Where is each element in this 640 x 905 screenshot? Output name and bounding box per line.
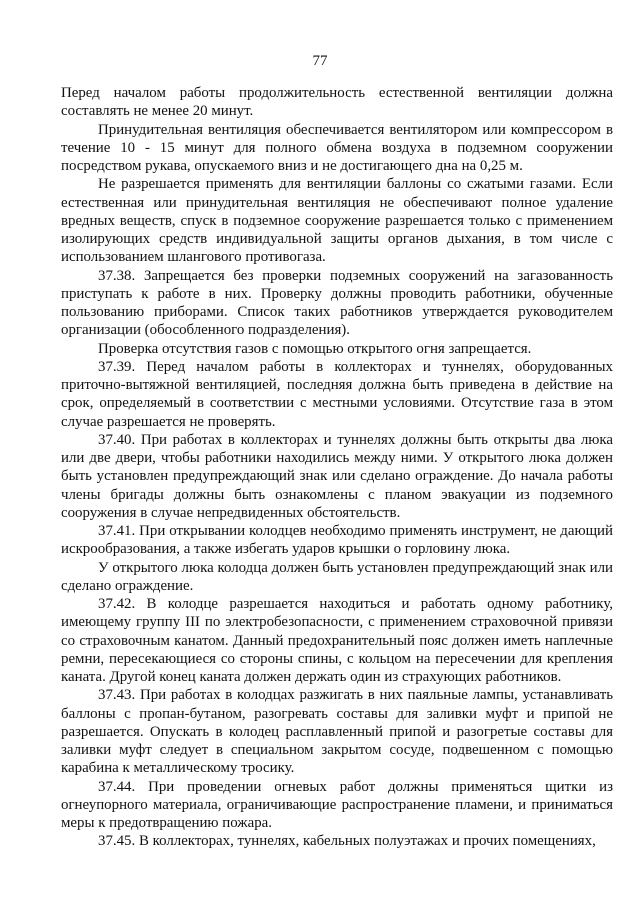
paragraph-forced-ventilation: Принудительная вентиляция обеспечивается вентилятором или компрессором в течение 10 - 15 минут для полного обмена воздуха в подземном сооружении посредством рукава, опускаемого вниз и не достигающего дна на 0,25 м. [61, 121, 613, 174]
paragraph-compressed-gas: Не разрешается применять для вентиляции баллоны со сжатыми газами. Если естественная или принудительная вентиляция не обеспечивают полное удаление вредных веществ, спуск в подземное сооружение разрешается только с применением изолирующих средств индивидуальной защиты органов дыхания, в том числе с использованием шлангового противогаза. [61, 176, 613, 266]
paragraph-37-40: 37.40. При работах в коллекторах и туннелях должны быть открыты два люка или две двери, чтобы работники находились между ними. У открытого люка должен быть установлен предупреждающий знак или сделано ограждение. До начала работы члены бригады должны быть ознакомлены с планом эвакуации из подземного сооружения в случае непредвиденных обстоятельств. [61, 431, 613, 521]
paragraph-37-45: 37.45. В коллекторах, туннелях, кабельных полуэтажах и прочих помещениях, [98, 833, 596, 850]
paragraph-37-38: 37.38. Запрещается без проверки подземных сооружений на загазованность приступать к работе в них. Проверку должны проводить работники, обученные пользованию приборами. Список таких работников утверждается руководителем организации (обособленного подразделения). [61, 267, 613, 339]
paragraph-37-43: 37.43. При работах в колодцах разжигать в них паяльные лампы, устанавливать баллоны с пропан-бутаном, разогревать составы для заливки муфт и припой не разрешается. Опускать в колодец расплавленный припой и разогретые составы для заливки муфт следует в специальном закрытом сосуде, подвешенном с помощью карабина к металлическому тросику. [61, 687, 613, 777]
document-body [61, 84, 613, 851]
paragraph-ventilation-duration: Перед началом работы продолжительность естественной вентиляции должна составлять не менее 20 минут. [61, 85, 613, 120]
paragraph-37-39: 37.39. Перед началом работы в коллекторах и туннелях, оборудованных приточно-вытяжной вентиляцией, последняя должна быть приведена в действие на срок, определяемый в соответствии с местными условиями. Отсутствие газа в этом случае разрешается не проверять. [61, 358, 613, 430]
paragraph-open-fire-check: Проверка отсутствия газов с помощью открытого огня запрещается. [98, 340, 532, 357]
paragraph-hatch-warning: У открытого люка колодца должен быть установлен предупреждающий знак или сделано ограждение. [61, 559, 613, 594]
paragraph-37-41: 37.41. При открывании колодцев необходимо применять инструмент, не дающий искрообразования, а также избегать ударов крышки о горловину люка. [61, 523, 613, 558]
page-number: 77 [312, 53, 328, 69]
paragraph-37-44: 37.44. При проведении огневых работ должны применяться щитки из огнеупорного материала, ограничивающие распространение пламени, и приниматься меры к предотвращению пожара. [61, 778, 613, 831]
paragraph-37-42: 37.42. В колодце разрешается находиться и работать одному работнику, имеющему группу III по электробезопасности, с применением страховочной привязи со страховочным канатом. Данный предохранительный пояс должен иметь наплечные ремни, пересекающиеся со стороны спины, с кольцом на пересечении для крепления каната. Другой конец каната должен держать один из страхующих работников. [61, 596, 613, 685]
